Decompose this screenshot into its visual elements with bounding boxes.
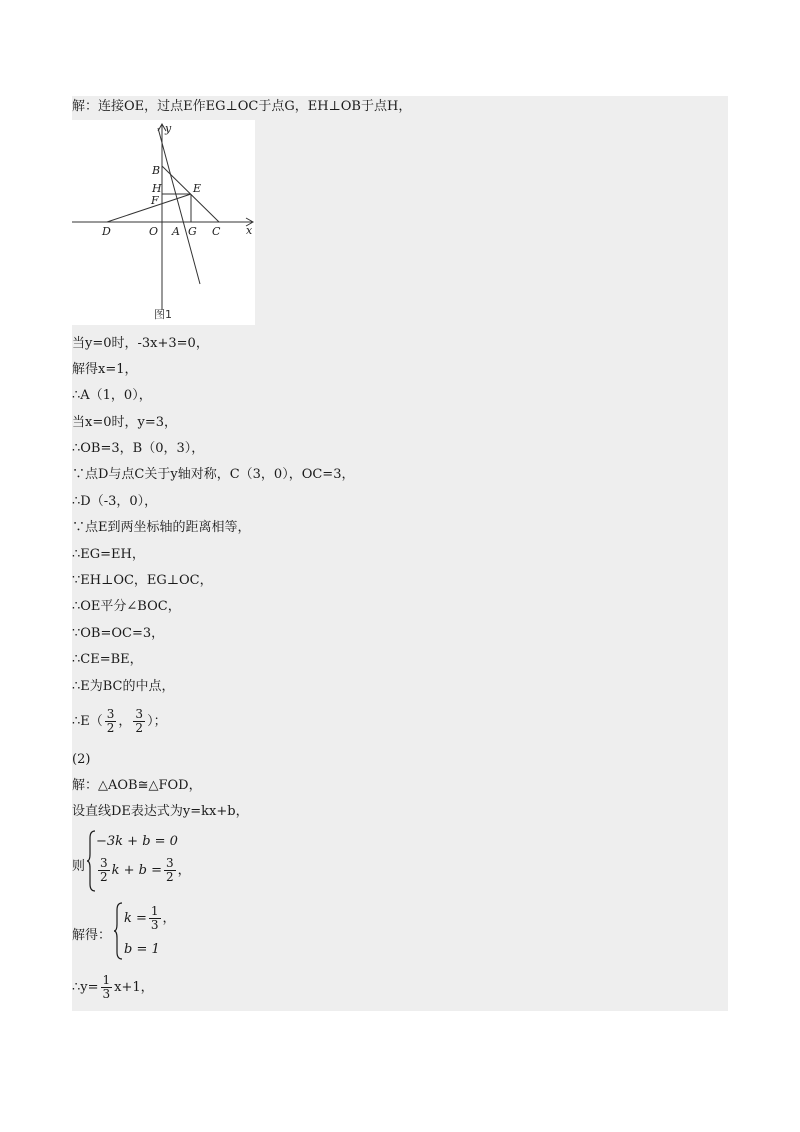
step-line: ∴A（1，0）， (72, 388, 152, 403)
b-solution: b = 1 (124, 942, 160, 957)
equation-2: $\frac{3}{2}$ k + b = $\frac{3}{2}$ ， (100, 856, 191, 884)
line-ab (158, 128, 200, 284)
figure-caption: 图1 (154, 308, 172, 321)
e-coord-prefix: ∴E（ (72, 714, 103, 729)
step-line: ∵点D与点C关于y轴对称，C（3，0），OC=3， (72, 467, 355, 482)
label-g: G (188, 225, 197, 238)
label-c: C (212, 225, 221, 238)
final-expression: ∴y= $\frac{1}{3}$ x+1， (72, 973, 154, 1001)
step-line: 当x=0时，y=3， (72, 415, 178, 430)
label-h: H (152, 182, 162, 195)
coordinate-diagram (72, 120, 255, 325)
intro-line: 解：连接OE，过点E作EG⊥OC于点G，EH⊥OB于点H， (72, 99, 412, 114)
fraction-3-over-2-second: $\frac{3}{2}$ (135, 707, 144, 735)
step-line: ∵OB=OC=3， (72, 626, 165, 641)
step-line: ∴CE=BE， (72, 652, 143, 667)
label-y-axis: y (165, 122, 172, 135)
k-solution: k = $\frac{1}{3}$ ， (124, 904, 176, 932)
step-line: 当y=0时，-3x+3=0， (72, 336, 209, 351)
label-b: B (152, 164, 161, 177)
part2-solution: 解：△AOB≅△FOD， (72, 778, 202, 793)
brace-system-2 (113, 902, 123, 960)
label-o: O (149, 225, 159, 238)
step-line: ∴D（-3，0）， (72, 494, 158, 509)
then-label: 则 (72, 859, 86, 874)
label-a: A (172, 225, 180, 238)
part2-set-expression: 设直线DE表达式为y=kx+b， (72, 804, 249, 819)
part2-label: (2) (72, 752, 91, 767)
equation-1: −3k + b = 0 (96, 834, 178, 849)
brace-system-1 (86, 830, 96, 892)
label-f: F (151, 194, 159, 207)
label-d: D (102, 225, 111, 238)
step-line: 解得x=1， (72, 362, 138, 377)
label-x-axis: x (246, 224, 253, 237)
e-coordinate-line: ∴E（ $\frac{3}{2}$ ， $\frac{3}{2}$ ）； (72, 707, 167, 735)
step-line: ∴OB=3，B（0，3）， (72, 441, 205, 456)
figure-1 (72, 120, 255, 325)
step-line: ∴EG=EH， (72, 547, 145, 562)
step-line: ∵EH⊥OC，EG⊥OC， (72, 573, 213, 588)
fraction-3-over-2: $\frac{3}{2}$ (106, 707, 115, 735)
line-de (107, 194, 191, 222)
step-line: ∴E为BC的中点， (72, 679, 175, 694)
step-line: ∵点E到两坐标轴的距离相等， (72, 520, 251, 535)
solve-label: 解得： (72, 928, 112, 943)
label-e: E (193, 182, 202, 195)
step-line: ∴OE平分∠BOC， (72, 599, 181, 614)
